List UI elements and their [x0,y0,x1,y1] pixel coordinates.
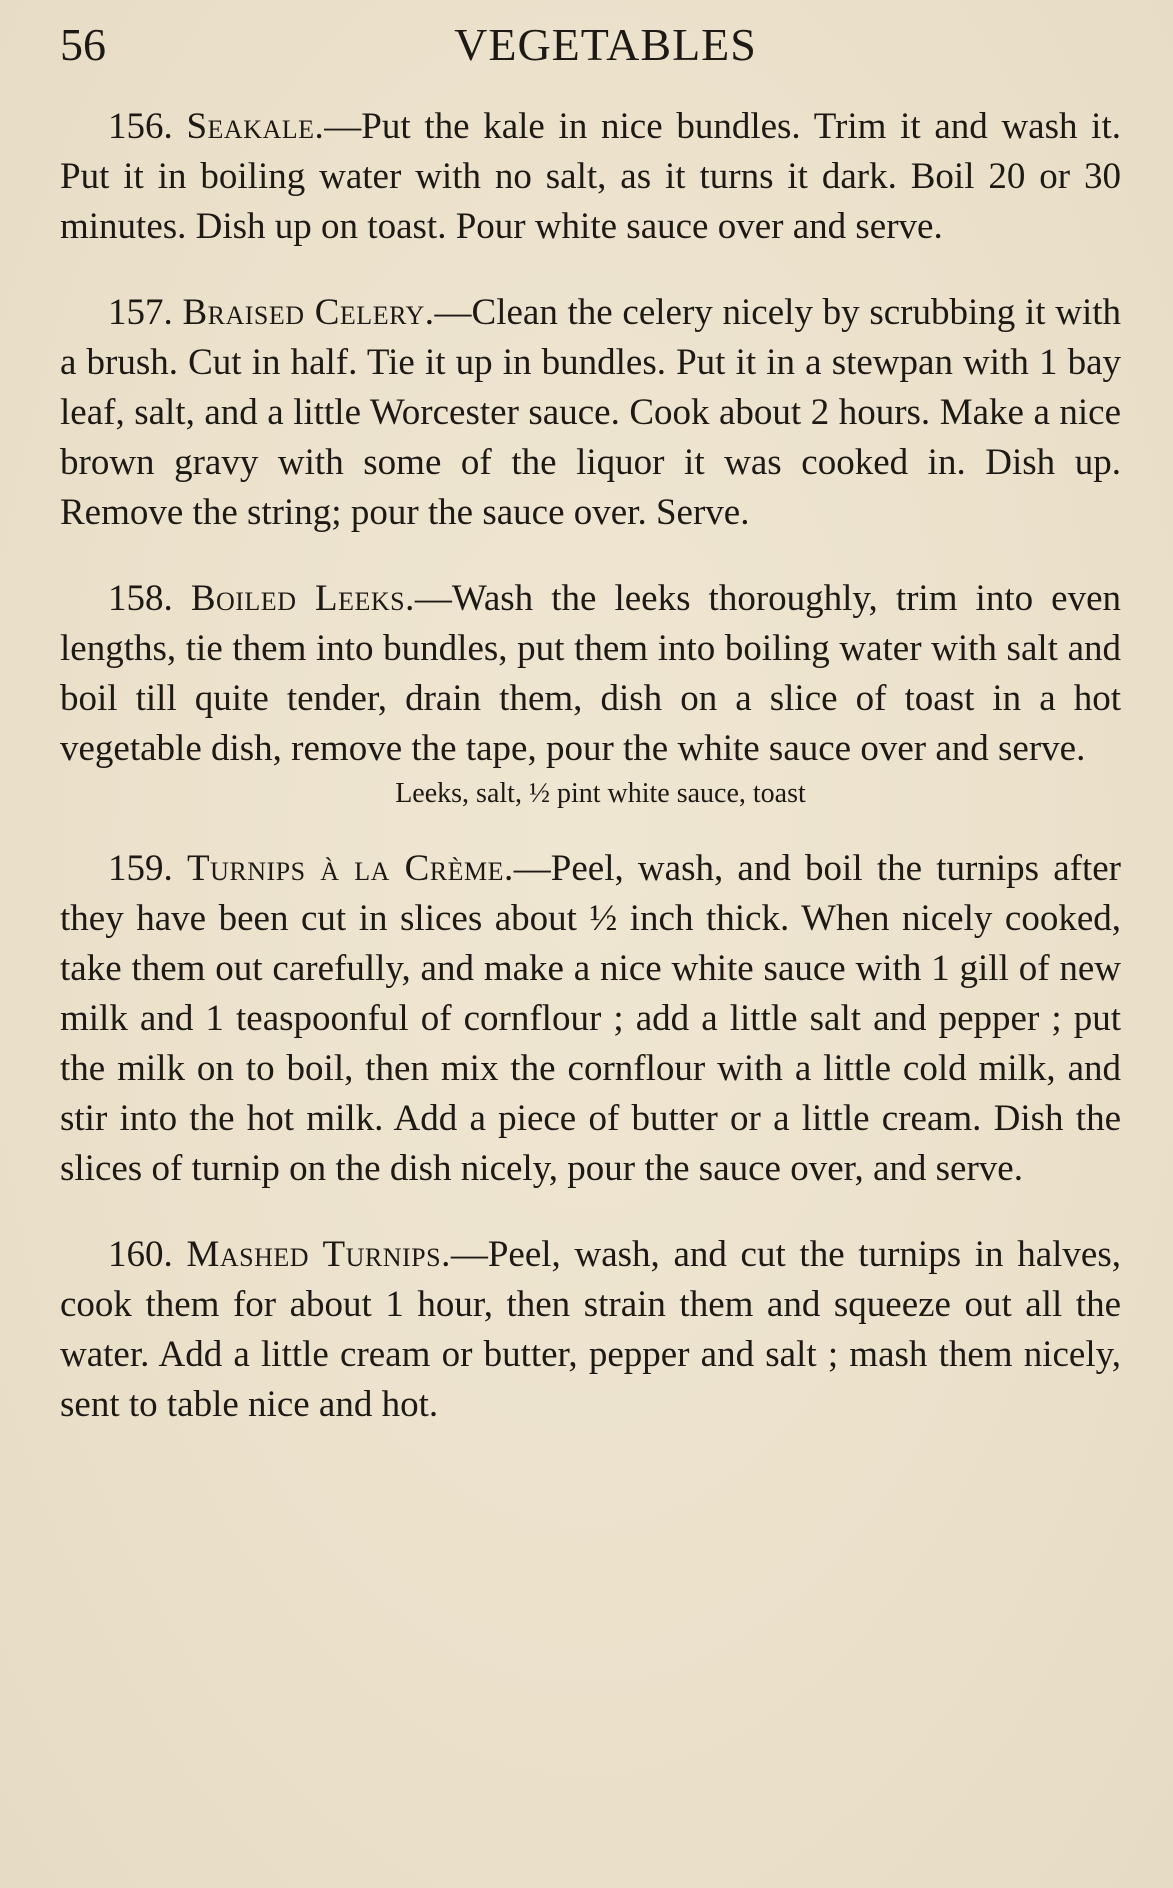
recipe-text: Peel, wash, and cut the turnips in halves, cook them for about 1 hour, then strain them and squeeze out all the water. Add a little cream or butter, pepper and salt ; mash them nicely, sent to table nice and hot. [60,1234,1121,1425]
recipe-157 [60,288,1121,538]
recipe-title: Mashed Turnips. [186,1234,451,1275]
recipe-156 [60,102,1121,252]
recipe-number: 158. [108,578,173,619]
recipe-text: Wash the leeks thoroughly, trim into even lengths, tie them into bundles, put them into boiling water with salt and boil till quite tender, drain them, dish on a slice of toast in a hot vegetable dish, remove the tape, pour the white sauce over and serve. [60,578,1121,769]
recipe-number: 160. [108,1234,173,1275]
recipe-title: Braised Celery. [182,292,435,333]
recipe-dash: — [414,578,452,619]
recipe-title: Turnips à la Crème. [186,848,514,889]
recipe-160 [60,1230,1121,1430]
recipe-158 [60,574,1121,774]
recipe-dash: — [513,848,551,889]
recipe-dash: — [434,292,472,333]
recipe-title: Boiled Leeks. [190,578,415,619]
recipe-dash: — [324,106,362,147]
recipe-title: Seakale. [186,106,325,147]
recipe-number: 159. [108,848,173,889]
recipe-number: 156. [108,106,173,147]
recipe-text: Peel, wash, and boil the turnips after they have been cut in slices about ½ inch thick. When nicely cooked, take them out carefully, and make a nice white sauce with 1 gill of new milk and 1 teaspoonful of cornflour ; add a little salt and pepper ; put the milk on to boil, then mix the cornflour with a little cold milk, and stir into the hot milk. Add a piece of butter or a little cream. Dish the slices of turnip on the dish nicely, pour the sauce over, and serve. [60,848,1121,1189]
recipe-dash: — [450,1234,488,1275]
recipe-number: 157. [108,292,173,333]
page-number: 56 [60,19,106,70]
ingredients-158: Leeks, salt, ½ pint white sauce, toast [395,778,806,809]
running-title: VEGETABLES [454,19,757,70]
running-head [60,0,1121,102]
recipe-159 [60,844,1121,1194]
recipe-text: Clean the celery nicely by scrubbing it with a brush. Cut in half. Tie it up in bundles. Put it in a stewpan with 1 bay leaf, salt, and a little Worcester sauce. Cook about 2 hours. Make a nice brown gravy with some of the liquor it was cooked in. Dish up. Remove the string; pour the sauce over. Serve. [60,292,1122,533]
recipe-text: Put the kale in nice bundles. Trim it and wash it. Put it in boiling water with no salt, as it turns it dark. Boil 20 or 30 minutes. Dish up on toast. Pour white sauce over and serve. [60,106,1121,247]
